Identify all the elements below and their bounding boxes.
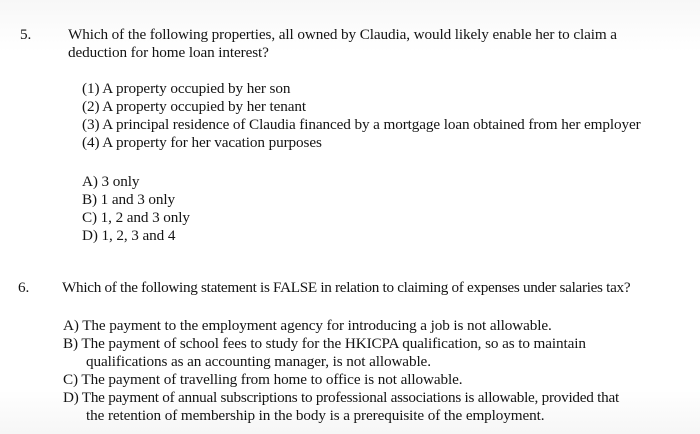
question-5-statement-4: (4) A property for her vacation purposes [82,134,322,151]
question-6-option-c: C) The payment of travelling from home to office is not allowable. [63,371,463,388]
question-5-number: 5. [20,26,32,43]
question-5-stem-line-2: deduction for home loan interest? [68,44,269,61]
question-6-option-b-line-2: qualifications as an accounting manager, is not allowable. [86,353,431,370]
question-6-option-d-line-1: D) The payment of annual subscriptions to professional associations is allowable, provided that [63,389,619,406]
question-6-option-a: A) The payment to the employment agency for introducing a job is not allowable. [63,317,552,334]
question-6-option-b-line-1: B) The payment of school fees to study for the HKICPA qualification, so as to maintain [63,335,586,352]
question-5-option-b: B) 1 and 3 only [82,191,175,208]
question-5-stem-line-1: Which of the following properties, all owned by Claudia, would likely enable her to claim a [68,26,617,43]
question-5-statement-1: (1) A property occupied by her son [82,80,291,97]
question-5-statement-2: (2) A property occupied by her tenant [82,98,307,115]
question-5-option-c: C) 1, 2 and 3 only [82,209,190,226]
question-6-number: 6. [18,279,30,296]
question-5-option-d: D) 1, 2, 3 and 4 [82,227,176,244]
question-6-option-d-line-2: the retention of membership in the body is a prerequisite of the employment. [86,407,545,424]
question-5-option-a: A) 3 only [82,173,140,190]
question-6-stem-line-1: Which of the following statement is FALSE in relation to claiming of expenses under salaries tax? [62,279,631,296]
question-5-statement-3: (3) A principal residence of Claudia financed by a mortgage loan obtained from her employer [82,116,641,133]
